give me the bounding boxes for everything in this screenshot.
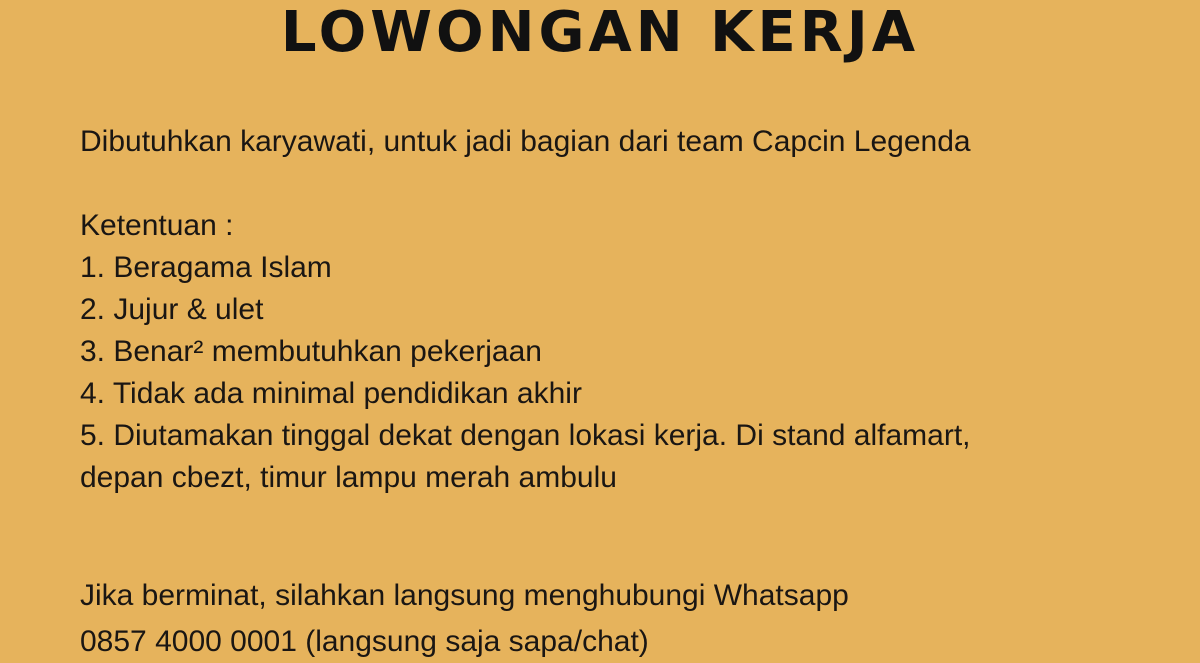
requirement-item-3: 3. Benar² membutuhkan pekerjaan bbox=[80, 335, 542, 368]
contact-instruction: Jika berminat, silahkan langsung menghubungi Whatsapp bbox=[80, 579, 849, 612]
poster-title: LOWONGAN KERJA bbox=[280, 0, 920, 65]
requirement-item-4: 4. Tidak ada minimal pendidikan akhir bbox=[80, 377, 582, 410]
requirement-item-2: 2. Jujur & ulet bbox=[80, 293, 264, 326]
requirement-item-5-continued: depan cbezt, timur lampu merah ambulu bbox=[80, 461, 617, 494]
intro-text: Dibutuhkan karyawati, untuk jadi bagian dari team Capcin Legenda bbox=[80, 125, 971, 158]
requirement-item-5: 5. Diutamakan tinggal dekat dengan lokasi kerja. Di stand alfamart, bbox=[80, 419, 971, 452]
requirements-heading: Ketentuan : bbox=[80, 209, 234, 242]
requirement-item-1: 1. Beragama Islam bbox=[80, 251, 332, 284]
whatsapp-contact-line: 0857 4000 0001 (langsung saja sapa/chat) bbox=[80, 625, 649, 658]
requirements-section bbox=[80, 205, 1140, 499]
contact-call-to-action bbox=[80, 575, 1140, 663]
